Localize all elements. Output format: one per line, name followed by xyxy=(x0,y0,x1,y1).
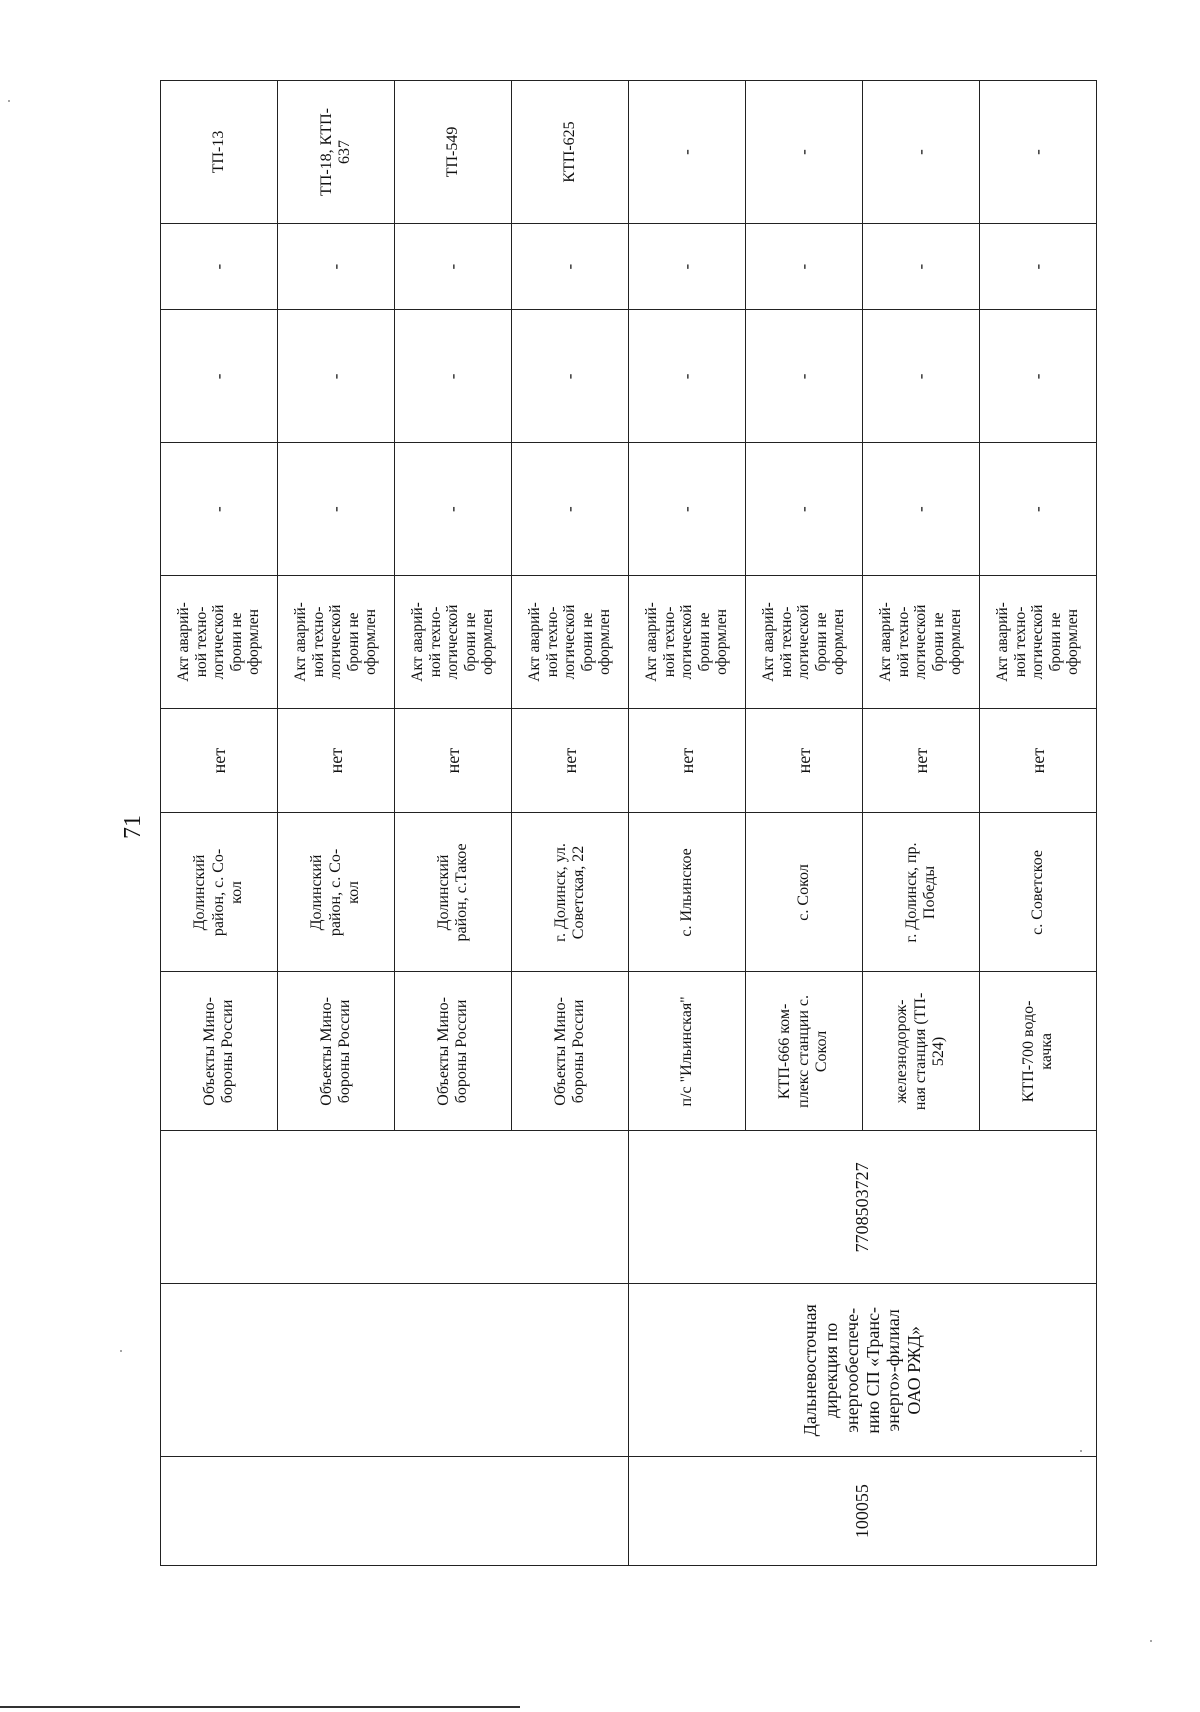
substation-cell: КТП-625 xyxy=(512,81,629,224)
inn-cell: 7708503727 xyxy=(629,1131,1097,1284)
act-status-cell: Акт аварий- ной техно- логической брони не оформлен xyxy=(161,576,278,709)
dash-cell: - xyxy=(395,223,512,310)
dash-cell: - xyxy=(278,310,395,443)
dash-cell: - xyxy=(980,310,1097,443)
substation-cell: - xyxy=(629,81,746,224)
substation-cell: ТП-549 xyxy=(395,81,512,224)
organization-cell: Дальневосточная дирекция по энергообеспече- нию СП «Транс- энерго»-филиал ОАО РЖД» xyxy=(629,1284,1097,1457)
dash-cell: - xyxy=(629,223,746,310)
dash-cell: - xyxy=(395,443,512,576)
dash-cell: - xyxy=(980,443,1097,576)
rotated-table-container xyxy=(160,80,1097,1566)
dash-cell: - xyxy=(863,223,980,310)
act-status-cell: Акт аварий- ной техно- логической брони не оформлен xyxy=(512,576,629,709)
object-cell: КТП-700 водо- качка xyxy=(980,972,1097,1131)
substation-cell: - xyxy=(746,81,863,224)
dash-cell: - xyxy=(161,310,278,443)
act-status-cell: Акт аварий- ной техно- логической брони не оформлен xyxy=(278,576,395,709)
substation-cell: - xyxy=(980,81,1097,224)
org-cell-empty xyxy=(161,1284,629,1457)
object-cell: железнодорож- ная станция (ТП- 524) xyxy=(863,972,980,1131)
dash-cell: - xyxy=(161,443,278,576)
object-cell: Объекты Мино- бороны России xyxy=(161,972,278,1131)
location-cell: Долинский район, с. Со- кол xyxy=(278,813,395,972)
dash-cell: - xyxy=(629,443,746,576)
act-status-cell: Акт аварий- ной техно- логической брони не оформлен xyxy=(863,576,980,709)
dash-cell: - xyxy=(746,310,863,443)
location-cell: Долинский район, с. Со- кол xyxy=(161,813,278,972)
location-cell: с. Ильинское xyxy=(629,813,746,972)
dash-cell: - xyxy=(512,310,629,443)
act-status-cell: Акт аварий- ной техно- логической брони не оформлен xyxy=(746,576,863,709)
dash-cell: - xyxy=(278,443,395,576)
dash-cell: - xyxy=(395,310,512,443)
object-cell: п/с "Ильинская" xyxy=(629,972,746,1131)
dash-cell: - xyxy=(746,443,863,576)
substation-cell: ТП-13 xyxy=(161,81,278,224)
act-status-cell: Акт аварий- ной техно- логической брони не оформлен xyxy=(395,576,512,709)
substation-cell: ТП-18, КТП- 637 xyxy=(278,81,395,224)
location-cell: г. Долинск, ул. Советская, 22 xyxy=(512,813,629,972)
dash-cell: - xyxy=(629,310,746,443)
page-number: 71 xyxy=(120,815,146,839)
code-cell-empty xyxy=(161,1457,629,1566)
dash-cell: - xyxy=(512,223,629,310)
scan-edge-line xyxy=(0,1706,520,1708)
availability-cell: нет xyxy=(512,708,629,813)
dash-cell: - xyxy=(512,443,629,576)
availability-cell: нет xyxy=(395,708,512,813)
substation-cell: - xyxy=(863,81,980,224)
availability-cell: нет xyxy=(863,708,980,813)
dash-cell: - xyxy=(278,223,395,310)
act-status-cell: Акт аварий- ной техно- логической брони не оформлен xyxy=(980,576,1097,709)
scan-speck xyxy=(1080,1450,1082,1452)
table-row xyxy=(161,81,278,1566)
code-cell: 100055 xyxy=(629,1457,1097,1566)
object-cell: Объекты Мино- бороны России xyxy=(395,972,512,1131)
availability-cell: нет xyxy=(980,708,1097,813)
object-cell: Объекты Мино- бороны России xyxy=(512,972,629,1131)
infrastructure-table xyxy=(160,80,1097,1566)
inn-cell-empty xyxy=(161,1131,629,1284)
dash-cell: - xyxy=(746,223,863,310)
availability-cell: нет xyxy=(629,708,746,813)
location-cell: Долинский район, с.Такое xyxy=(395,813,512,972)
object-cell: Объекты Мино- бороны России xyxy=(278,972,395,1131)
scan-speck xyxy=(1150,1640,1152,1642)
location-cell: с. Советское xyxy=(980,813,1097,972)
object-cell: КТП-666 ком- плекс станции с. Сокол xyxy=(746,972,863,1131)
act-status-cell: Акт аварий- ной техно- логической брони не оформлен xyxy=(629,576,746,709)
scan-speck xyxy=(8,100,10,102)
scan-speck xyxy=(120,1350,122,1352)
dash-cell: - xyxy=(980,223,1097,310)
availability-cell: нет xyxy=(746,708,863,813)
location-cell: с. Сокол xyxy=(746,813,863,972)
dash-cell: - xyxy=(863,310,980,443)
availability-cell: нет xyxy=(161,708,278,813)
dash-cell: - xyxy=(161,223,278,310)
location-cell: г. Долинск, пр. Победы xyxy=(863,813,980,972)
availability-cell: нет xyxy=(278,708,395,813)
dash-cell: - xyxy=(863,443,980,576)
table-row xyxy=(629,81,746,1566)
document-table-frame xyxy=(160,80,1097,1566)
